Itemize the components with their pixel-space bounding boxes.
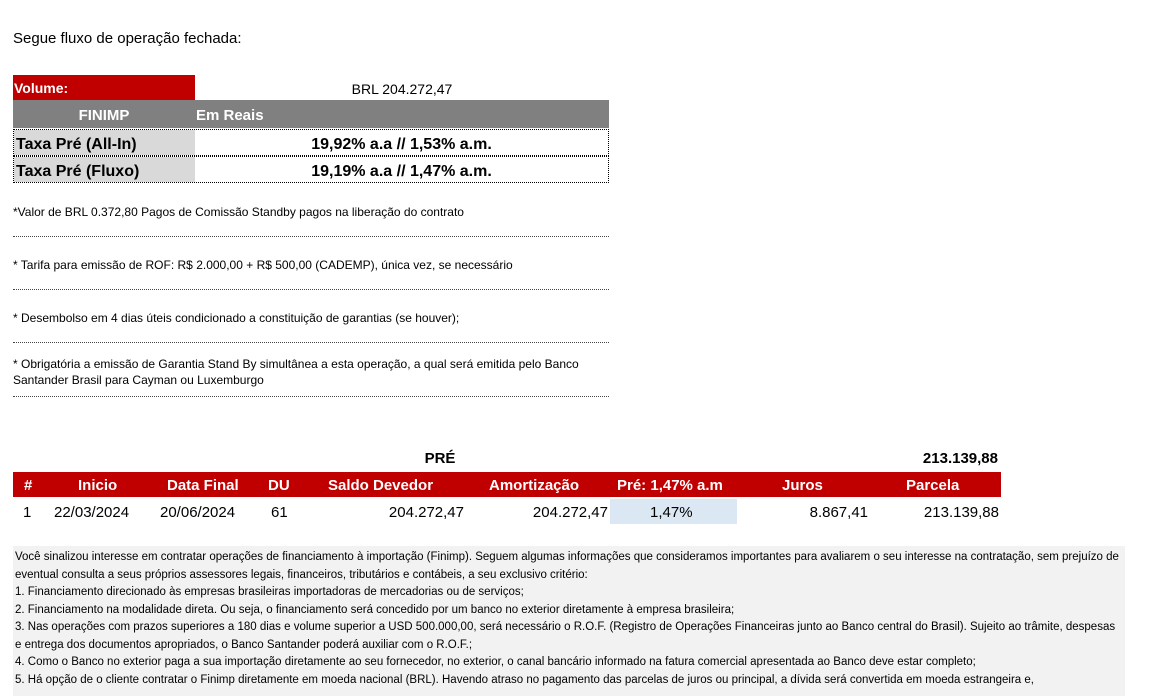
disclaimer-item: 2. Financiamento na modalidade direta. Ou seja, o financiamento será concedido por um banco no exterior diretamente à empresa brasileira; — [15, 603, 735, 616]
col-business-days: DU — [268, 477, 290, 494]
cell-installment: 213.139,88 — [923, 504, 999, 521]
cell-interest: 8.867,41 — [809, 504, 868, 521]
rate-row-all-in — [13, 129, 609, 156]
table-title: PRÉ — [424, 450, 456, 467]
cell-amortization: 204.272,47 — [532, 504, 608, 521]
note-commission: *Valor de BRL 0.372,80 Pagos de Comissão Standby pagos na liberação do contrato — [13, 204, 609, 237]
cell-balance: 204.272,47 — [388, 504, 464, 521]
volume-label: Volume: — [13, 75, 195, 100]
disclaimer-intro: Você sinalizou interesse em contratar operações de financiamento à importação (Finimp). Seguem algumas informações que consideramos importantes para avaliarem o seu interesse na contratação, sem prejuízo de eventual consulta a seus próprios assessores legais, financeiros, tributários e contábeis, a seu exclusivo critério: — [15, 551, 1119, 581]
col-rate: Pré: 1,47% a.m — [617, 477, 723, 494]
note-disbursement: * Desembolso em 4 dias úteis condicionado a constituição de garantias (se houver); — [13, 310, 609, 343]
cell-business-days: 61 — [271, 504, 288, 521]
disclaimer-item: 4. Como o Banco no exterior paga a sua importação diretamente ao seu fornecedor, no exterior, o canal bancário informado na fatura comercial apresentada ao Banco deve estar completo; — [15, 656, 976, 668]
disclaimer-item: 5. Há opção de o cliente contratar o Finimp diretamente em moeda nacional (BRL). Havendo atraso no pagamento das parcelas de juros ou principal, a dívida será convertida em moeda estrangeira e, — [15, 673, 1034, 686]
summary-header-finimp: FINIMP — [78, 107, 130, 124]
rate-label: Taxa Pré (All-In) — [14, 130, 195, 155]
col-amortization: Amortização — [489, 477, 580, 494]
note-rof-fee: * Tarifa para emissão de ROF: R$ 2.000,00 + R$ 500,00 (CADEMP), única vez, se necessário — [13, 257, 609, 290]
table-total: 213.139,88 — [922, 450, 998, 467]
cell-number: 1 — [23, 504, 32, 521]
col-interest: Juros — [782, 477, 823, 494]
rate-value: 19,19% a.a // 1,47% a.m. — [311, 163, 492, 180]
summary-header — [13, 100, 609, 128]
cell-start-date: 22/03/2024 — [54, 504, 130, 521]
col-end-date: Data Final — [167, 477, 239, 494]
disclaimer-item: 3. Nas operações com prazos superiores a 180 dias e volume superior a USD 500.000,00, será necessário o R.O.F. (Registro de Operações Financeiras junto ao Banco central do Brasil). Sujeito ao trâmite, despesas e entrega dos documentos apropriados, o Banco Santander poderá auxiliar com o R.O.F.; — [15, 621, 1116, 651]
col-balance: Saldo Devedor — [328, 477, 434, 494]
cell-end-date: 20/06/2024 — [160, 504, 236, 521]
disclaimer-box — [13, 546, 1125, 696]
table-header — [13, 472, 1001, 497]
rate-label: Taxa Pré (Fluxo) — [14, 157, 195, 182]
col-installment: Parcela — [906, 477, 960, 494]
note-guarantee: * Obrigatória a emissão de Garantia Stand By simultânea a esta operação, a qual será emitida pelo Banco Santander Brasil para Cayman ou Luxemburgo — [13, 356, 609, 397]
rate-row-fluxo — [13, 156, 609, 183]
table-row — [13, 499, 1001, 524]
summary-header-currency: Em Reais — [196, 107, 264, 124]
rate-value: 19,92% a.a // 1,53% a.m. — [311, 136, 492, 153]
intro-text: Segue fluxo de operação fechada: — [13, 30, 242, 47]
volume-value: BRL 204.272,47 — [351, 81, 453, 97]
disclaimer-item: 1. Financiamento direcionado às empresas brasileiras importadoras de mercadorias ou de serviços; — [15, 586, 524, 598]
cell-rate: 1,47% — [650, 504, 693, 521]
col-start-date: Inicio — [78, 477, 118, 494]
col-number: # — [24, 477, 33, 494]
